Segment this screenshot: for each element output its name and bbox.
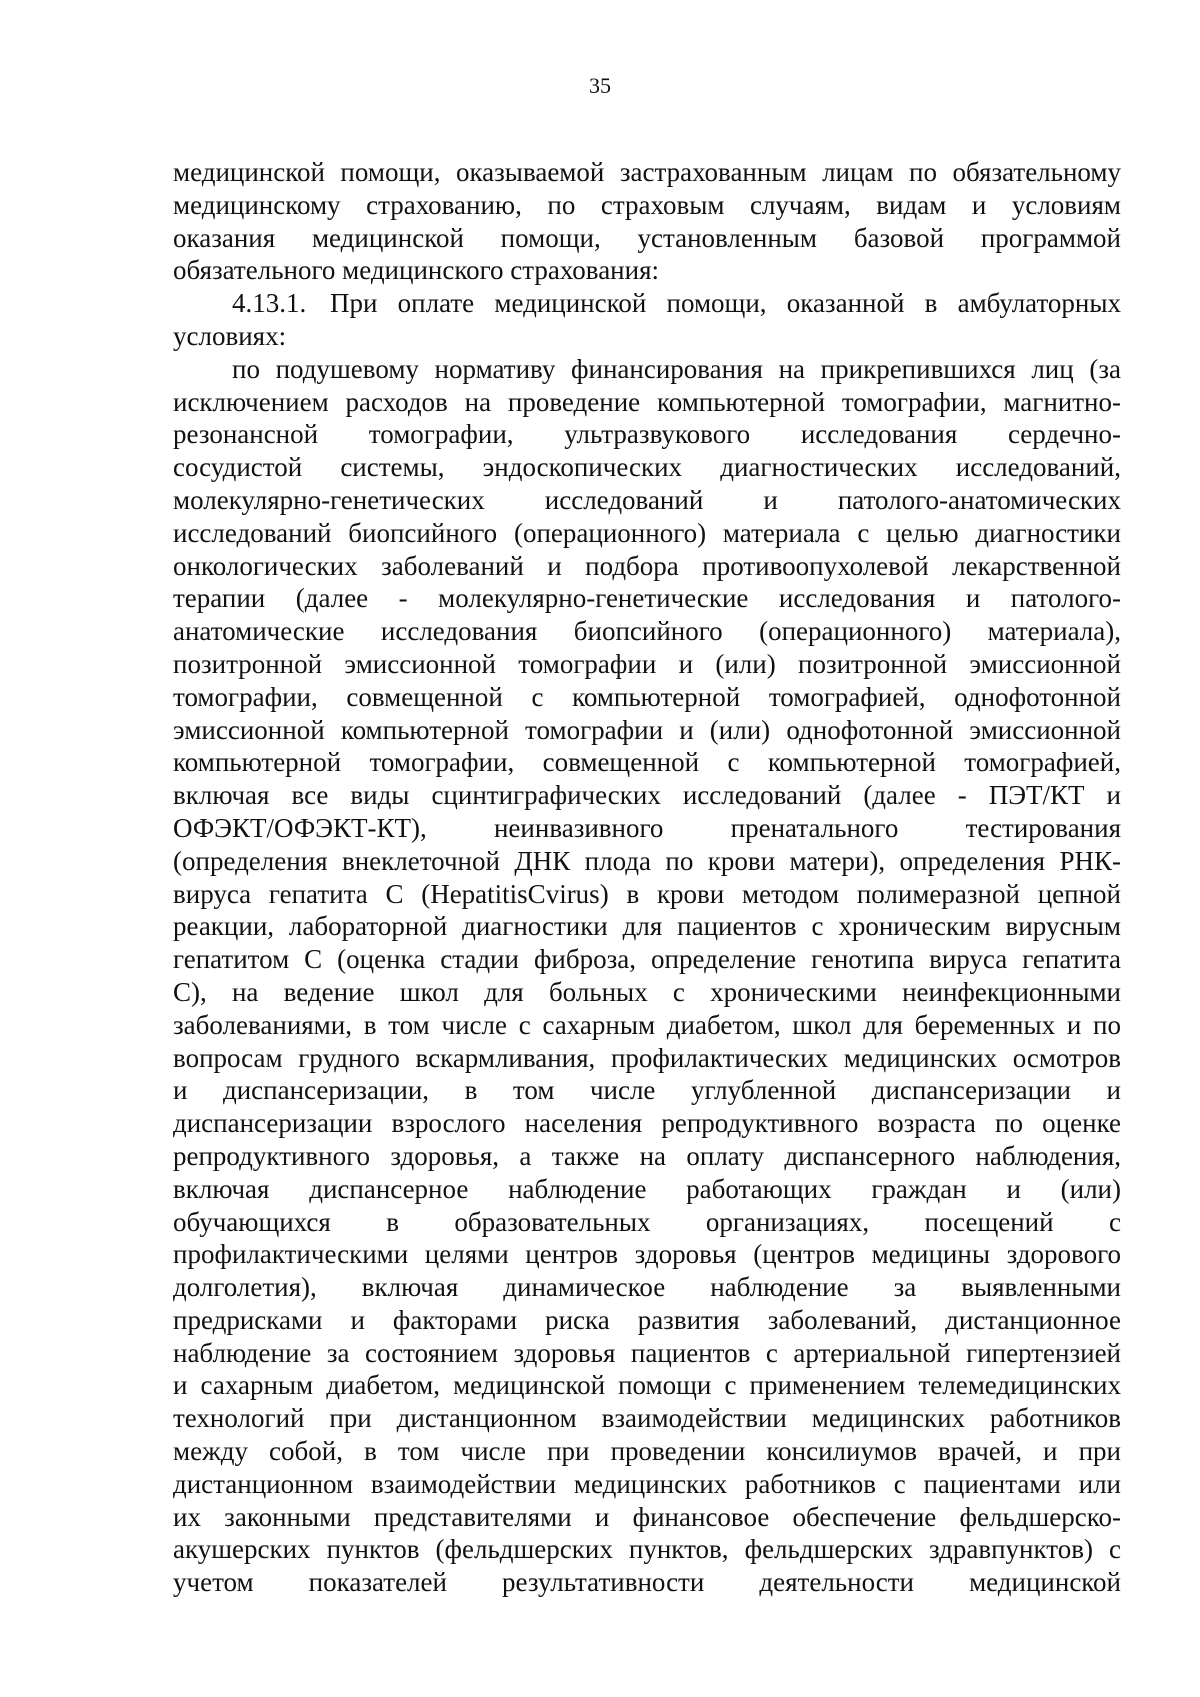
text-line: заболеваниями, в том числе с сахарным диабетом, школ для беременных и по <box>173 1009 1121 1040</box>
text-line: медицинской помощи, оказываемой застрахованным лицам по обязательному <box>173 157 1121 187</box>
text-line: онкологических заболеваний и подбора противоопухолевой лекарственной <box>173 550 1121 581</box>
text-line: учетом показателей результативности деятельности медицинской <box>173 1567 1121 1598</box>
text-line: профилактическими целями центров здоровья (центров медицины здорового <box>173 1239 1121 1270</box>
text-line: позитронной эмиссионной томографии и (или) позитронной эмиссионной <box>173 648 1121 679</box>
text-line: С), на ведение школ для больных с хроническими неинфекционными <box>173 976 1121 1007</box>
text-line: терапии (далее - молекулярно-генетические исследования и патолого- <box>173 583 1121 614</box>
body-text <box>173 156 1121 1599</box>
text-line: репродуктивного здоровья, а также на оплату диспансерного наблюдения, <box>173 1140 1121 1171</box>
text-line: и диспансеризации, в том числе углубленной диспансеризации и <box>173 1075 1121 1106</box>
text-line: реакции, лабораторной диагностики для пациентов с хроническим вирусным <box>173 911 1121 942</box>
text-line: эмиссионной компьютерной томографии и (или) однофотонной эмиссионной <box>173 714 1121 745</box>
text-line: гепатитом С (оценка стадии фиброза, определение генотипа вируса гепатита <box>173 944 1121 975</box>
text-line: включая все виды сцинтиграфических исследований (далее - ПЭТ/КТ и <box>173 780 1121 811</box>
text-line: томографии, совмещенной с компьютерной томографией, однофотонной <box>173 681 1121 712</box>
text-line: медицинскому страхованию, по страховым случаям, видам и условиям <box>173 189 1121 220</box>
text-line: обязательного медицинского страхования: <box>173 255 659 286</box>
text-line: включая диспансерное наблюдение работающих граждан и (или) <box>173 1173 1121 1204</box>
text-line: долголетия), включая динамическое наблюдение за выявленными <box>173 1272 1121 1303</box>
text-line: условиях: <box>173 320 287 351</box>
text-line: исключением расходов на проведение компьютерной томографии, магнитно- <box>173 386 1121 417</box>
text-line: сосудистой системы, эндоскопических диагностических исследований, <box>173 452 1121 483</box>
text-line: (определения внеклеточной ДНК плода по крови матери), определения РНК- <box>173 845 1121 876</box>
text-line: исследований биопсийного (операционного) материала с целью диагностики <box>173 517 1121 548</box>
text-line: резонансной томографии, ультразвукового исследования сердечно- <box>173 419 1121 450</box>
text-line: технологий при дистанционном взаимодействии медицинских работников <box>173 1403 1121 1434</box>
text-line: предрисками и факторами риска развития заболеваний, дистанционное <box>173 1304 1121 1335</box>
section-number: 4.13.1. <box>232 288 307 319</box>
text-line: обучающихся в образовательных организациях, посещений с <box>173 1206 1121 1237</box>
section-heading-line <box>173 287 1121 320</box>
text-line: При оплате медицинской помощи, оказанной в амбулаторных <box>330 288 1121 319</box>
text-line: их законными представителями и финансовое обеспечение фельдшерско- <box>173 1501 1121 1532</box>
text-line: ОФЭКТ/ОФЭКТ-КТ), неинвазивного пренатального тестирования <box>173 812 1121 843</box>
text-line: дистанционном взаимодействии медицинских работников с пациентами или <box>173 1468 1121 1499</box>
text-line: молекулярно-генетических исследований и патолого-анатомических <box>173 484 1121 515</box>
text-line: анатомические исследования биопсийного (операционного) материала), <box>173 616 1121 647</box>
text-line: между собой, в том числе при проведении консилиумов врачей, и при <box>173 1436 1121 1467</box>
text-line: по подушевому нормативу финансирования на прикрепившихся лиц (за <box>232 353 1121 384</box>
text-line: вопросам грудного вскармливания, профилактических медицинских осмотров <box>173 1042 1121 1073</box>
text-line: наблюдение за состоянием здоровья пациентов с артериальной гипертензией <box>173 1337 1121 1368</box>
text-line: вируса гепатита С (HepatitisCvirus) в крови методом полимеразной цепной <box>173 878 1121 909</box>
text-line: оказания медицинской помощи, установленным базовой программой <box>173 222 1121 253</box>
text-line: диспансеризации взрослого населения репродуктивного возраста по оценке <box>173 1108 1121 1139</box>
page-number: 35 <box>589 73 611 98</box>
text-line: компьютерной томографии, совмещенной с компьютерной томографией, <box>173 747 1121 778</box>
text-line: акушерских пунктов (фельдшерских пунктов, фельдшерских здравпунктов) с <box>173 1534 1121 1565</box>
text-line: и сахарным диабетом, медицинской помощи с применением телемедицинских <box>173 1370 1121 1401</box>
